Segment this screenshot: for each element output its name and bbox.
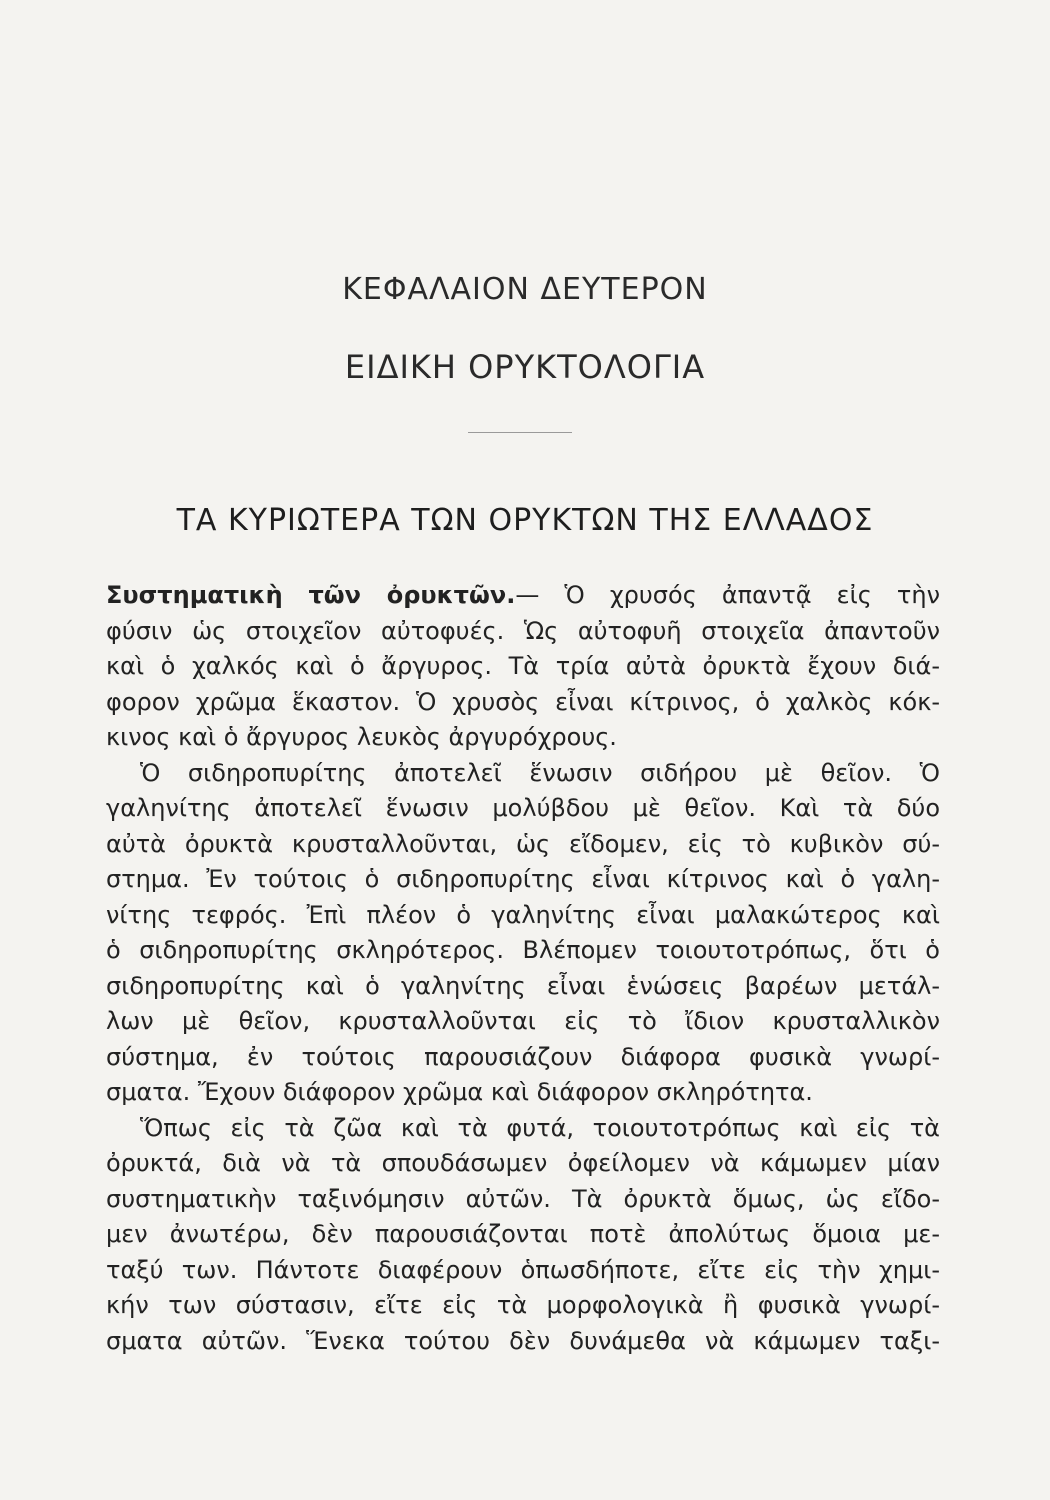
text-line: σύστημα, ἐν τούτοις παρουσιάζουν διάφορα φυσικὰ γνωρί- [106, 1042, 940, 1071]
body-text [106, 578, 940, 1359]
text-line: κήν των σύστασιν, εἴτε εἰς τὰ μορφολογικὰ ἢ φυσικὰ γνωρί- [106, 1291, 940, 1319]
text-line: λων μὲ θεῖον, κρυσταλλοῦνται εἰς τὸ ἴδιον κρυσταλλικὸν [106, 1007, 940, 1035]
text-line: αὐτὰ ὀρυκτὰ κρυσταλλοῦνται, ὡς εἴδομεν, εἰς τὸ κυβικὸν σύ- [106, 829, 940, 858]
text-line: σματα. Ἔχουν διάφορον χρῶμα καὶ διάφορον σκληρότητα. [106, 1078, 813, 1106]
text-line: Ὁ σιδηροπυρίτης ἀποτελεῖ ἕνωσιν σιδήρου μὲ θεῖον. Ὁ [140, 758, 940, 787]
chapter-title: ΕΙΔΙΚΗ ΟΡΥΚΤΟΛΟΓΙΑ [344, 348, 706, 386]
text-line: γαληνίτης ἀποτελεῖ ἕνωσιν μολύβδου μὲ θεῖον. Καὶ τὰ δύο [106, 794, 940, 822]
text-line: ταξύ των. Πάντοτε διαφέρουν ὁπωσδήποτε, εἴτε εἰς τὴν χημι- [106, 1255, 940, 1284]
text-line-rest: — Ὁ χρυσός ἀπαντᾷ εἰς τὴν [515, 581, 940, 609]
text-line: φύσιν ὡς στοιχεῖον αὐτοφυές. Ὡς αὐτοφυῆ στοιχεῖα ἀπαντοῦν [106, 616, 940, 645]
text-line: καὶ ὁ χαλκός καὶ ὁ ἄργυρος. Τὰ τρία αὐτὰ ὀρυκτὰ ἔχουν διά- [106, 652, 940, 680]
chapter-label: ΚΕΦΑΛΑΙΟΝ ΔΕΥΤΕΡΟΝ [342, 272, 708, 307]
section-title: ΤΑ ΚΥΡΙΩΤΕΡΑ ΤΩΝ ΟΡΥΚΤΩΝ ΤΗΣ ΕΛΛΑΔΟΣ [176, 503, 874, 538]
text-line: σιδηροπυρίτης καὶ ὁ γαληνίτης εἶναι ἑνώσεις βαρέων μετάλ- [106, 971, 940, 1000]
text-line: νίτης τεφρός. Ἐπὶ πλέον ὁ γαληνίτης εἶναι μαλακώτερος καὶ [106, 900, 940, 929]
text-line: συστηματικὴν ταξινόμησιν αὐτῶν. Τὰ ὀρυκτὰ ὅμως, ὡς εἴδο- [106, 1184, 940, 1213]
text-line: σματα αὐτῶν. Ἕνεκα τούτου δὲν δυνάμεθα νὰ κάμωμεν ταξι- [106, 1326, 940, 1355]
lead-heading: Συστηματικὴ τῶν ὀρυκτῶν. [106, 581, 516, 609]
text-line: ὁ σιδηροπυρίτης σκληρότερος. Βλέπομεν τοιουτοτρόπως, ὅτι ὁ [106, 936, 940, 964]
text-line: στημα. Ἐν τούτοις ὁ σιδηροπυρίτης εἶναι κίτρινος καὶ ὁ γαλη- [106, 865, 940, 893]
text-line: κινος καὶ ὁ ἄργυρος λευκὸς ἀργυρόχρους. [106, 723, 617, 751]
text-line: Ὅπως εἰς τὰ ζῶα καὶ τὰ φυτά, τοιουτοτρόπως καὶ εἰς τὰ [140, 1113, 940, 1142]
title-divider [468, 432, 572, 433]
text-line: φορον χρῶμα ἕκαστον. Ὁ χρυσὸς εἶναι κίτρινος, ὁ χαλκὸς κόκ- [106, 687, 940, 716]
text-line: μεν ἀνωτέρω, δὲν παρουσιάζονται ποτὲ ἀπολύτως ὅμοια με- [106, 1220, 940, 1248]
text-line [106, 578, 940, 614]
text-line: ὀρυκτά, διὰ νὰ τὰ σπουδάσωμεν ὀφείλομεν νὰ κάμωμεν μίαν [106, 1149, 940, 1177]
